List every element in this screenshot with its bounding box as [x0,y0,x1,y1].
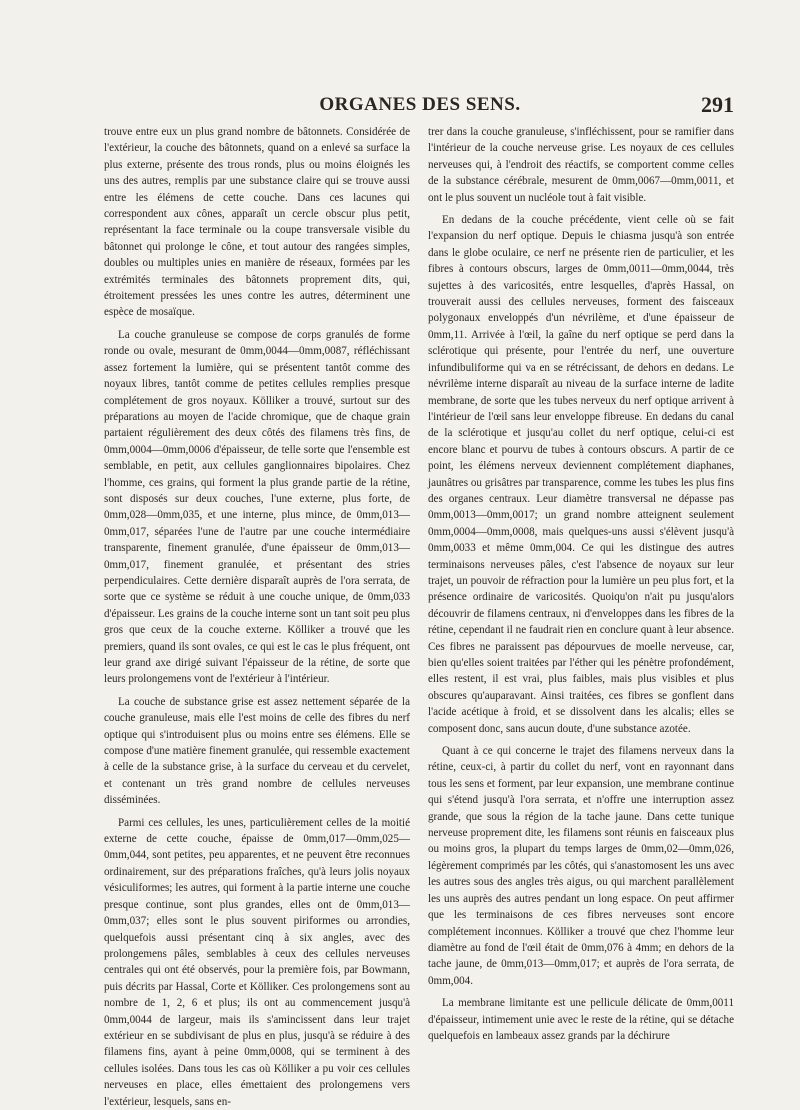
page-number: 291 [701,92,734,117]
right-column [428,124,734,1084]
paragraph: Quant à ce qui concerne le trajet des filamens nerveux dans la rétine, ceux-ci, à partir du collet du nerf, vont en rayonnant dans tous les sens et forment, par leur expansion, une membrane continue qui s'étend jusqu'à l'ora serrata, et n'offre une interruption assez grande, que sous la région de la tache jaune. Dans cette tunique nerveuse proprement dite, les filamens sont réunis en faisceaux plus ou moins gros, la plupart du temps larges de 0mm,02—0mm,026, légèrement comprimés par les côtés, qui s'anastomosent les uns avec les autres sous des angles très aigus, ou qui marchent parallèlement les uns auprès des autres pendant un long espace. On peut affirmer que les terminaisons de ces fibres nerveuses sont encore complétement inconnues. Kölliker a trouvé que chez l'homme leur diamètre au fond de l'œil était de 0mm,076 à 4mm; en dehors de la tache jaune, de 0mm,013—0mm,017; et auprès de l'ora serrata, de 0mm,004. [428,745,734,987]
text-columns [104,124,734,1108]
page-header [106,92,734,120]
left-column [104,124,410,1108]
paragraph: La membrane limitante est une pellicule délicate de 0mm,0011 d'épaisseur, intimement unie avec le reste de la rétine, qui se détache quelquefois en lambeaux assez grands par la déchirure [428,997,734,1042]
paragraph: La couche granuleuse se compose de corps granulés de forme ronde ou ovale, mesurant de 0mm,0044—0mm,0087, réfléchissant assez fortement la lumière, qui se présentent tantôt comme des noyaux libres, tantôt comme de petites cellules remplies presque complétement de gros noyaux. Kölliker a trouvé, surtout sur des préparations au moyen de l'acide chromique, que de chaque grain partaient régulièrement des deux côtés des filamens très fins, de 0mm,0004—0mm,0006 d'épaisseur, de telle sorte que l'ensemble est semblable, en petit, aux cellules ganglionnaires bipolaires. Chez l'homme, ces grains, qui forment la plus grande partie de la rétine, sont disposés sur deux couches, l'une externe, plus forte, de 0mm,028—0mm,035, et une interne, plus mince, de 0mm,013—0mm,017, séparées l'une de l'autre par une couche intermédiaire transparente, finement granulée, d'une épaisseur de 0mm,013—0mm,017, finement granulée, et présentant des stries perpendiculaires. Cette dernière disparaît auprès de l'ora serrata, de sorte que ce système se réduit à une couche unique, de 0mm,033 d'épaisseur. Les grains de la couche interne sont un tant soit peu plus gros que ceux de la couche externe. Kölliker a trouvé que les premiers, quand ils sont ovales, ce qui est le cas le plus fréquent, ont leur grand axe dirigé suivant l'épaisseur de la rétine, de sorte que leurs prolongemens vont de l'extérieur à l'intérieur. [104,328,410,686]
paragraph: trer dans la couche granuleuse, s'infléchissent, pour se ramifier dans l'intérieur de la couche nerveuse grise. Les noyaux de ces cellules nerveuses qui, à l'endroit des réactifs, se comportent comme celles de la substance cérébrale, mesurent de 0mm,0067—0mm,0011, et ont le plus souvent un nucléole tout à fait visible. [428,126,734,204]
paragraph: Parmi ces cellules, les unes, particulièrement celles de la moitié externe de cette couche, épaisse de 0mm,017—0mm,025—0mm,044, sont petites, peu apparentes, et ne peuvent être reconnues ordinairement, sur des préparations fraîches, qu'à leurs jolis noyaux vésiculiformes; les autres, qui forment à la partie interne une couche presque continue, sont plus grandes, elles ont de 0mm,013—0mm,037; elles sont le plus souvent piriformes ou arrondies, quelquefois aussi présentant cinq à six angles, avec des prolongemens pâles, semblables à ceux des cellules nerveuses centrales qui ont été observés, pour la première fois, par Bowmann, puis décrits par Hassal, Corte et Kölliker. Ces prolongemens sont au nombre de 1, 2, 6 et plus; ils ont au commencement jusqu'à 0mm,0044 de largeur, mais ils s'amincissent dans leur trajet extérieur en se subdivisant de plus en plus, jusqu'à se réduire à des filamens fins, ayant à peine 0mm,0008, qui se terminent à des cellules isolées. Dans tous les cas où Kölliker a pu voir ces cellules nerveuses en place, elles émettaient des prolongemens vers l'extérieur, lesquels, sans en- [104,816,410,1108]
paragraph: En dedans de la couche précédente, vient celle où se fait l'expansion du nerf optique. Depuis le chiasma jusqu'à son entrée dans le globe oculaire, ce nerf ne présente rien de particulier, et les fibres à contours obscurs, larges de 0mm,0011—0mm,0044, très sujettes à des varicosités, entre lesquelles, d'après Hassal, on trouverait aussi des cellules nerveuses, forment des faisceaux polygonaux enveloppés d'un névrilème, et d'une épaisseur de 0mm,11. Arrivée à l'œil, la gaîne du nerf optique se perd dans la sclérotique qui présente, pour l'entrée du nerf, une ouverture infundibuliforme qui va en se rétrécissant, de dehors en dedans. Le névrilème interne disparaît au niveau de la surface interne de ladite membrane, de sorte que les tubes nerveux du nerf optique arrivent à l'intérieur de l'œil sans leur enveloppe fibreuse. En dedans du canal de la sclérotique et jusqu'au collet du nerf optique, celui-ci est encore blanc et pourvu de tubes à contours obscurs. A partir de ce point, les élémens nerveux deviennent complétement diaphanes, jaunâtres ou grisâtres par transparence, comme les tubes les plus fins des organes centraux. Leur diamètre transversal ne dépasse pas 0mm,0013—0mm,0017; un grand nombre atteignent seulement 0mm,0004—0mm,0008, mais quelques-uns aussi s'élèvent jusqu'à 0mm,0033 et même 0mm,004. Ce qui les distingue des autres terminaisons nerveuses pâles, c'est l'absence de noyaux sur leur trajet, un pouvoir de réfraction pour la lumière un peu plus fort, et la présence ordinaire de varicosités. Quoiqu'on n'ait pu jusqu'alors découvrir de filamens centraux, ni d'enveloppes dans les fibres de la rétine, cependant il ne faudrait rien en conclure quant à leur absence. Ces fibres ne paraissent pas dépourvues de moelle nerveuse, car, bien qu'elles soient traitées par l'éther qui les pénètre profondément, elles restent, il est vrai, plus faibles, mais plus visibles et plus obscures qu'auparavant. Ainsi traitées, ces fibres se gonflent dans l'acide acétique à froid, et se dissolvent dans les alcalis; elles se composent donc, sans aucun doute, d'une substance azotée. [428,214,734,735]
paragraph: La couche de substance grise est assez nettement séparée de la couche granuleuse, mais elle l'est moins de celle des fibres du nerf optique qui s'introduisent plus ou moins entre ses élémens. Elle se compose d'une matière finement granulée, qui ressemble exactement à celle de la substance grise, à la surface du cerveau et du cervelet, et contenant un très grand nombre de cellules nerveuses disséminées. [104,695,410,807]
paragraph: trouve entre eux un plus grand nombre de bâtonnets. Considérée de l'extérieur, la couche des bâtonnets, quand on a enlevé sa surface la plus externe, présente des trous ronds, plus ou moins éloignés les uns des autres, remplis par une substance claire qui se trouve aussi entre les élémens de cette couche. Dans ces lacunes qui correspondent aux cônes, apparaît un cercle obscur plus petit, représentant la face terminale ou la coupe transversale visible du bâtonnet qui prolonge le cône, et tout autour des rangées simples, doubles ou multiples unies en manière de réseaux, formées par les extrémités terminales des bâtonnets proprement dits, qui, étroitement pressées les unes contre les autres, déterminent une espèce de mosaïque. [104,126,410,319]
running-title: ORGANES DES SENS. [319,94,521,115]
